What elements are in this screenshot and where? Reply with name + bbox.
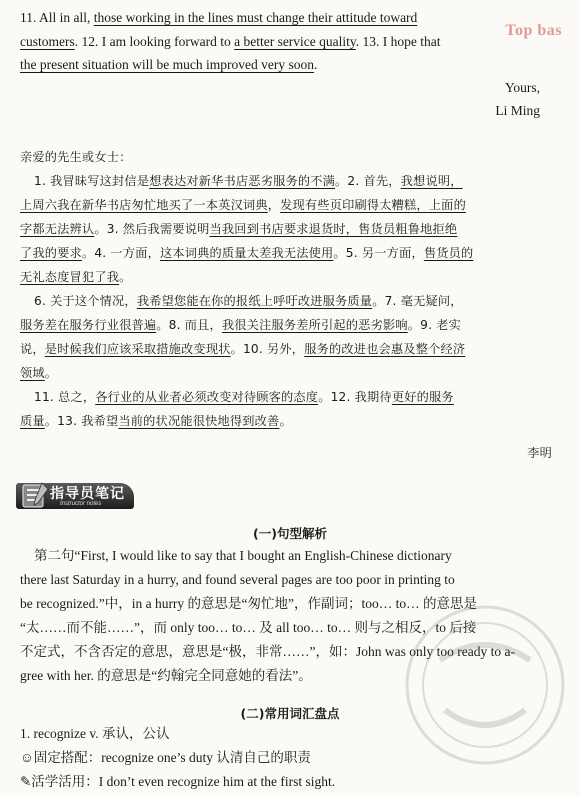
section-2-line-3: ✎活学活用：I don’t even recognize him at the first sight.: [20, 774, 336, 789]
letter-zh-p2-line-1: 6. 关于这个情况，我希望您能在你的报纸上呼吁改进服务质量。7. 毫无疑问，: [34, 294, 463, 308]
letter-zh-p3-line-2: 质量。13. 我希望当前的状况能很快地得到改善。: [20, 414, 292, 428]
letter-zh-salutation: 亲爱的先生或女士：: [20, 150, 132, 164]
section-2-title: (二)常用词汇盘点: [240, 706, 340, 721]
section-1-line-1: 第二句“First, I would like to say that I bought an English-Chinese dictionary: [34, 548, 452, 563]
letter-zh-p1-line-1: 1. 我冒昧写这封信是想表达对新华书店恶劣服务的不满。2. 首先，我想说明，: [34, 174, 463, 188]
letter-en-line-2: customers. 12. I am looking forward to a better service quality. 13. I hope that: [20, 34, 441, 49]
letter-zh-p1-line-2: 上周六我在新华书店匆忙地买了一本英汉词典，发现有些页印刷得太糟糕，上面的: [20, 198, 466, 212]
banner-subtitle: Instructor notes: [60, 501, 102, 507]
section-1-line-2: there last Saturday in a hurry, and found several pages are too poor in printing to: [20, 572, 455, 587]
letter-zh-p2-line-2: 服务差在服务行业很普遍。8. 而且，我很关注服务差所引起的恶劣影响。9. 老实: [20, 318, 461, 332]
instructor-notes-banner: [16, 481, 136, 511]
section-1-line-3: be recognized.”中，in a hurry 的意思是“匆忙地”，作副词；too… to… 的意思是: [20, 596, 478, 611]
section-1-line-4: “太……而不能……”，而 only too… to… 及 all too… to… 则与之相反，to 后接: [20, 620, 477, 635]
letter-zh-p2-line-4: 领域。: [20, 366, 58, 380]
letter-zh-p2-line-3: 说，是时候我们应该采取措施改变现状。10. 另外，服务的改进也会惠及整个经济: [20, 342, 466, 356]
letter-zh-p3-line-1: 11. 总之，各行业的从业者必须改变对待顾客的态度。12. 我期待更好的服务: [34, 390, 454, 404]
letter-en-line-3: the present situation will be much improved very soon.: [20, 57, 318, 72]
letter-zh-signature: 李明: [527, 446, 552, 460]
letter-en-closing: Yours,: [504, 80, 540, 95]
letter-zh-p1-line-3: 字都无法辨认。3. 然后我需要说明当我回到书店要求退货时，售货员粗鲁地拒绝: [20, 222, 458, 236]
section-1-line-6: gree with her. 的意思是“约翰完全同意她的看法”。: [20, 668, 312, 683]
section-2-line-1: 1. recognize v. 承认，公认: [20, 726, 170, 741]
section-1-line-5: 不定式，不含否定的意思，意思是“极，非常……”，如：John was only too ready to a-: [20, 644, 515, 659]
watermark-text: Top bas: [505, 22, 562, 39]
letter-zh-p1-line-4: 了我的要求。4. 一方面，这本词典的质量太差我无法使用。5. 另一方面，售货员的: [20, 246, 474, 260]
seal-watermark: [400, 600, 570, 770]
letter-en-signature: Li Ming: [495, 103, 540, 118]
section-1-title: (一)句型解析: [253, 526, 327, 541]
notebook-icon: [20, 481, 50, 511]
letter-zh-p1-line-5: 无礼态度冒犯了我。: [20, 270, 132, 284]
letter-en-line-1: 11. All in all, those working in the lines must change their attitude toward: [20, 10, 418, 25]
banner-title: 指导员笔记: [50, 486, 125, 502]
section-2-line-2: ☺固定搭配：recognize one’s duty 认清自己的职责: [20, 750, 311, 765]
